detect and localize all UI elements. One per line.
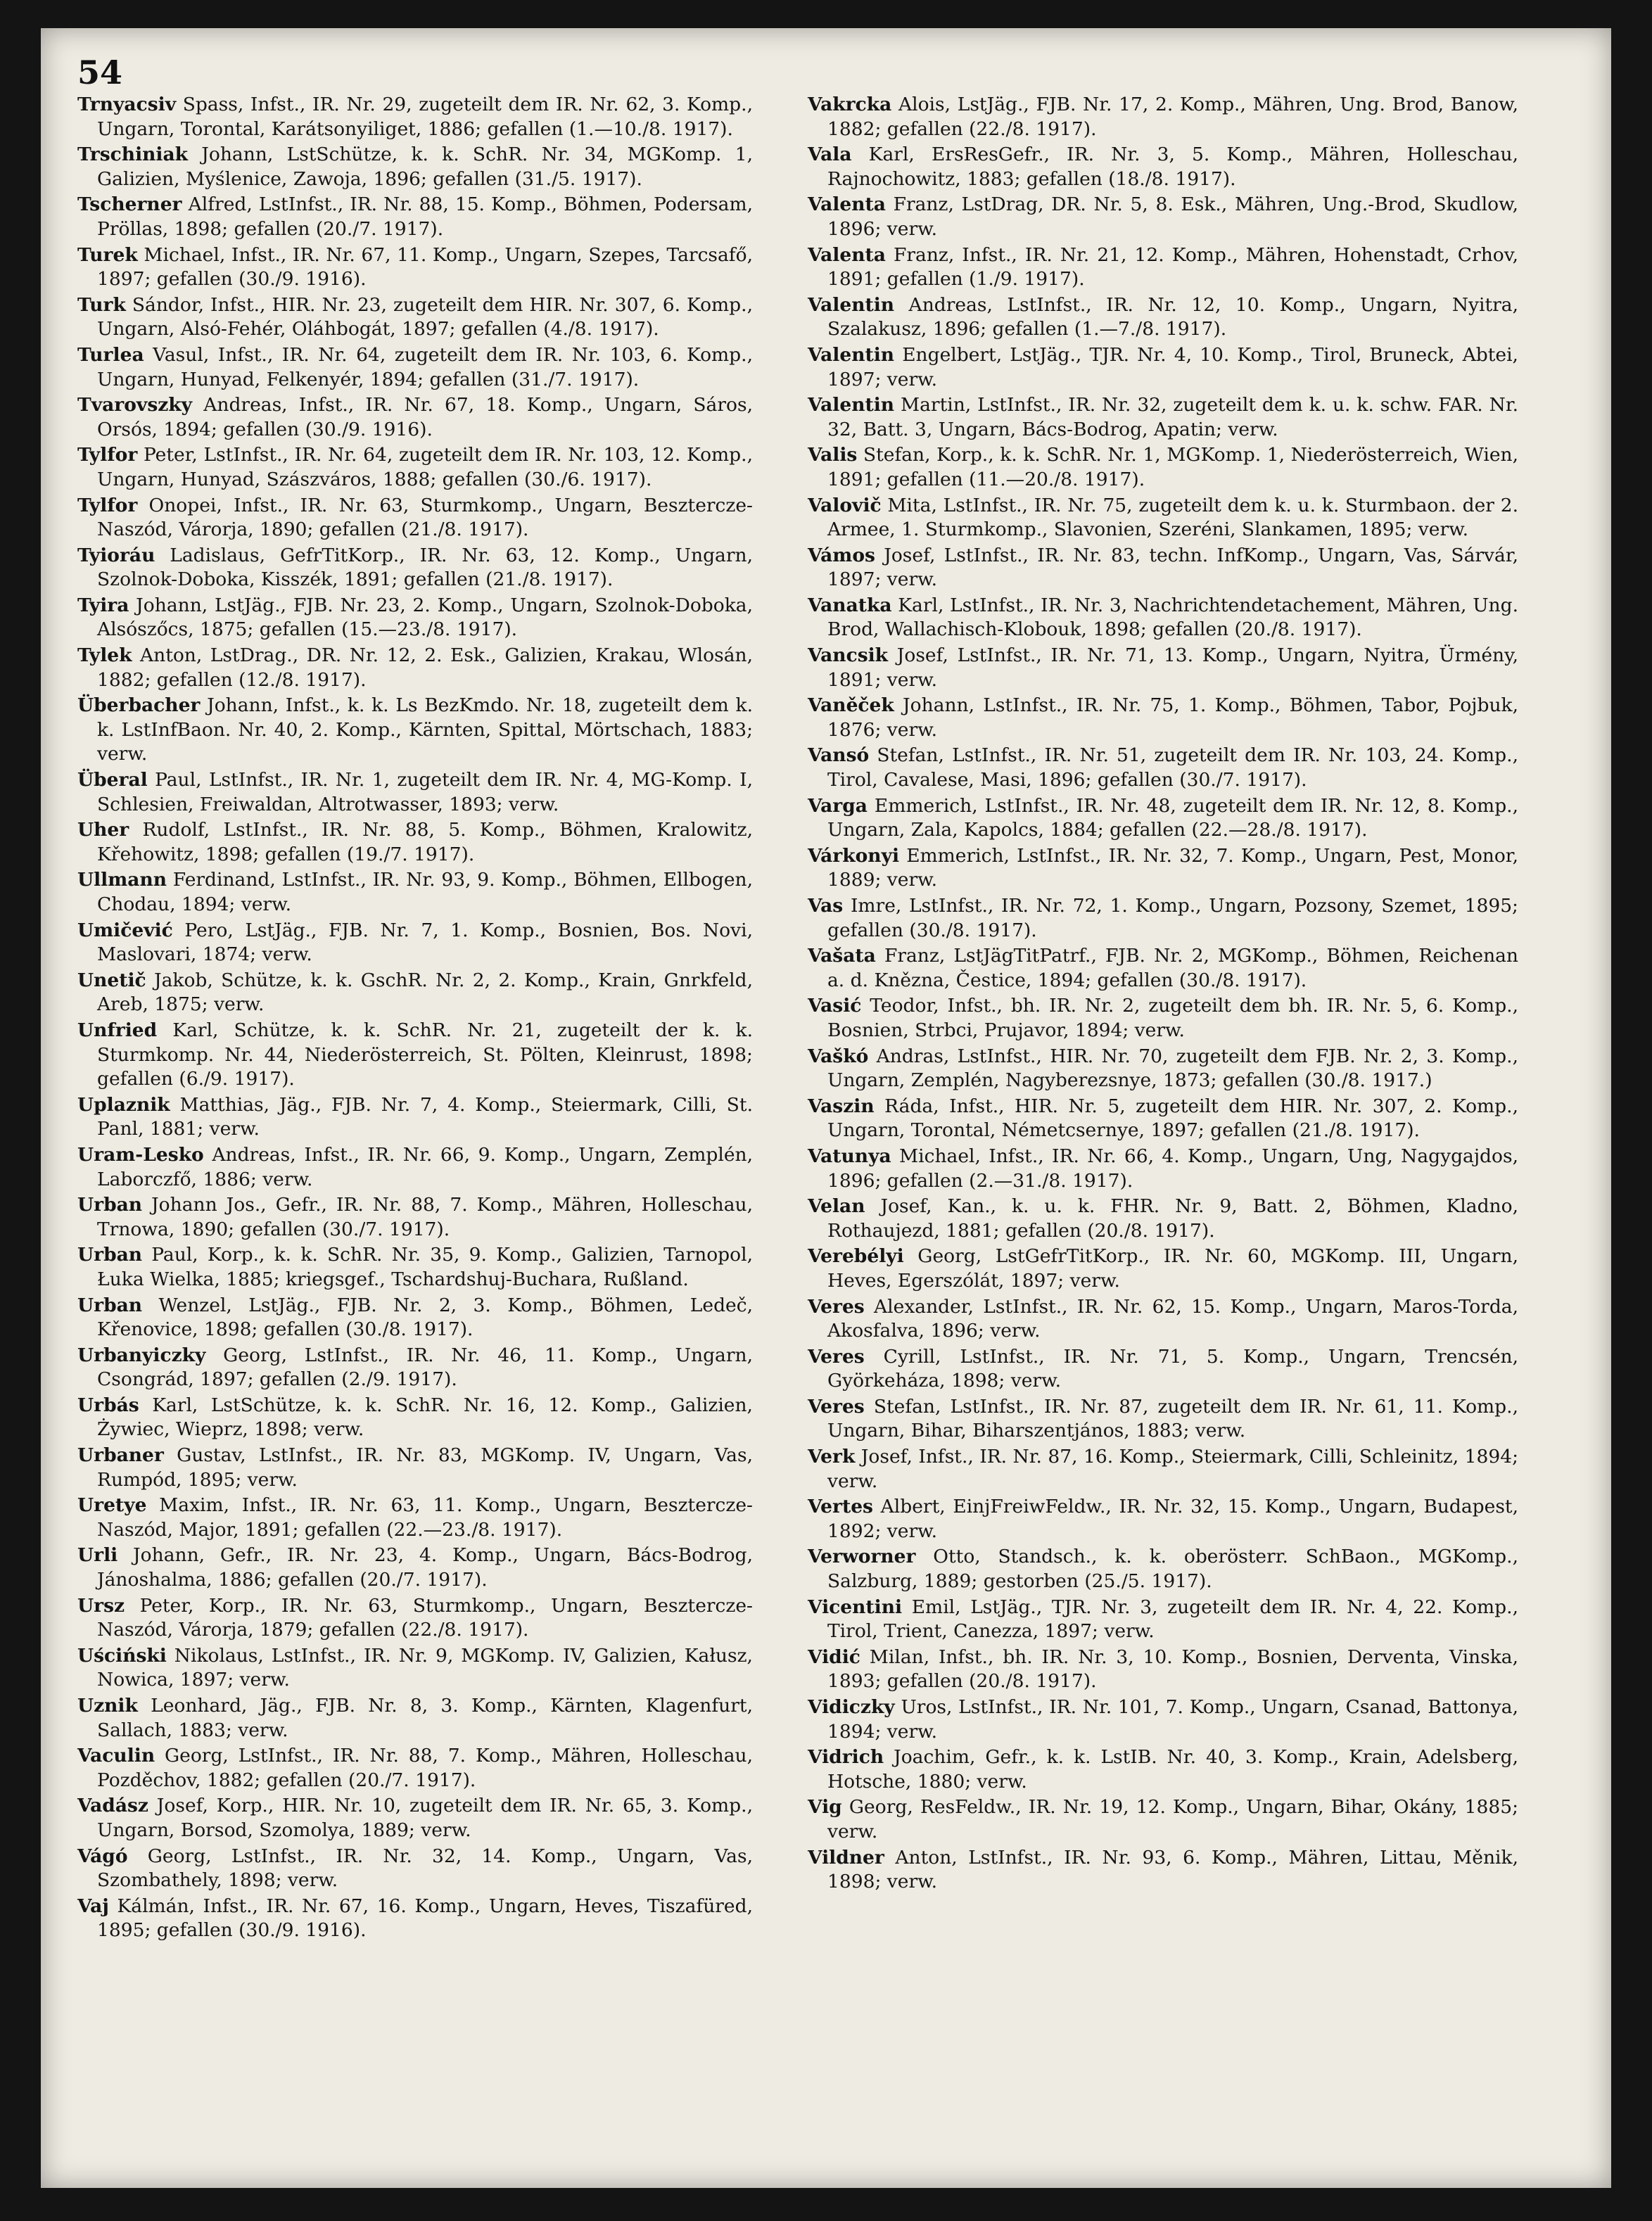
entry-surname: Valenta — [808, 193, 886, 216]
entry-details: Nikolaus, LstInfst., IR. Nr. 9, MGKomp. IV, Galizien, Kałusz, Nowica, 1897; verw. — [97, 1644, 753, 1691]
entry-surname: Turk — [77, 293, 126, 316]
entry-details: Josef, Infst., IR. Nr. 87, 16. Komp., Steiermark, Cilli, Schleinitz, 1894; verw. — [827, 1446, 1518, 1492]
entry-details: Maxim, Infst., IR. Nr. 63, 11. Komp., Ungarn, Besztercze-Naszód, Major, 1891; gefallen (22.—23./8. 1917). — [97, 1494, 753, 1541]
entry-details: Johann, LstSchütze, k. k. SchR. Nr. 34, MGKomp. 1, Galizien, Myślenice, Zawoja, 1896; gefallen (31./5. 1917). — [97, 144, 753, 190]
entry-surname: Vala — [808, 144, 852, 166]
list-item — [808, 1395, 1518, 1444]
entry-surname: Überbacher — [77, 694, 201, 717]
entry-surname: Urbaner — [77, 1444, 164, 1467]
entry-details: Joachim, Gefr., k. k. LstIB. Nr. 40, 3. Komp., Krain, Adelsberg, Hotsche, 1880; verw. — [827, 1746, 1518, 1793]
entry-details: Franz, Infst., IR. Nr. 21, 12. Komp., Mähren, Hohenstadt, Crhov, 1891; gefallen (1./9. 1917). — [827, 243, 1518, 291]
entry-surname: Turlea — [77, 343, 144, 366]
entry-details: Josef, LstInfst., IR. Nr. 71, 13. Komp., Ungarn, Nyitra, Ürmény, 1891; verw. — [827, 644, 1518, 691]
entry-details: Georg, LstGefrTitKorp., IR. Nr. 60, MGKomp. III, Ungarn, Heves, Egerszólát, 1897; verw. — [827, 1245, 1518, 1292]
entry-surname: Veres — [808, 1295, 865, 1318]
entry-surname: Veres — [808, 1395, 865, 1418]
entry-details: Alois, LstJäg., FJB. Nr. 17, 2. Komp., Mähren, Ung. Brod, Banow, 1882; gefallen (22./8. 1917). — [827, 94, 1518, 140]
list-item — [808, 1095, 1518, 1143]
list-item — [77, 1594, 753, 1643]
entry-details: Emil, LstJäg., TJR. Nr. 3, zugeteilt dem IR. Nr. 4, 22. Komp., Tirol, Trient, Canezza, 1897; verw. — [827, 1596, 1518, 1643]
list-item — [808, 994, 1518, 1043]
list-item — [77, 1093, 753, 1142]
list-item — [77, 694, 753, 767]
list-item — [77, 1444, 753, 1492]
entry-details: Johann, LstInfst., IR. Nr. 75, 1. Komp., Böhmen, Tabor, Pojbuk, 1876; verw. — [827, 694, 1518, 741]
entry-details: Albert, EinjFreiwFeldw., IR. Nr. 32, 15. Komp., Ungarn, Budapest, 1892; verw. — [827, 1496, 1518, 1542]
entry-surname: Valenta — [808, 243, 886, 266]
list-item — [77, 1845, 753, 1893]
list-item — [808, 794, 1518, 843]
entry-surname: Urbanyiczky — [77, 1344, 206, 1366]
entry-surname: Vansó — [808, 744, 870, 767]
list-item — [77, 868, 753, 917]
entry-details: Georg, LstInfst., IR. Nr. 32, 14. Komp., Ungarn, Vas, Szombathely, 1898; verw. — [97, 1845, 753, 1892]
list-item — [808, 844, 1518, 893]
entry-details: Peter, LstInfst., IR. Nr. 64, zugeteilt dem IR. Nr. 103, 12. Komp., Ungarn, Hunyad, Szászváros, 1888; gefallen (30./6. 1917). — [97, 444, 753, 490]
entry-details: Josef, LstInfst., IR. Nr. 83, techn. InfKomp., Ungarn, Vas, Sárvár, 1897; verw. — [827, 544, 1518, 591]
entry-surname: Vaculin — [77, 1745, 155, 1767]
entry-surname: Valentin — [808, 394, 895, 416]
entry-surname: Urli — [77, 1544, 118, 1567]
list-item — [808, 93, 1518, 141]
entry-surname: Unfried — [77, 1019, 158, 1041]
entry-surname: Uher — [77, 819, 129, 841]
entry-details: Johann, Gefr., IR. Nr. 23, 4. Komp., Ungarn, Bács-Bodrog, Jánoshalma, 1886; gefallen (20./7. 1917). — [97, 1544, 753, 1591]
entry-details: Alexander, LstInfst., IR. Nr. 62, 15. Komp., Ungarn, Maros-Torda, Akosfalva, 1896; verw. — [827, 1295, 1518, 1342]
list-item — [77, 193, 753, 241]
entry-surname: Vidić — [808, 1646, 860, 1668]
list-item — [77, 1794, 753, 1843]
entry-details: Michael, Infst., IR. Nr. 66, 4. Komp., Ungarn, Ung, Nagygajdos, 1896; gefallen (2.—31./8. 1917). — [827, 1145, 1518, 1192]
list-item — [808, 544, 1518, 592]
entry-details: Johann, Infst., k. k. Ls BezKmdo. Nr. 18, zugeteilt dem k. k. LstInfBaon. Nr. 40, 2. Komp., Kärnten, Spittal, Mörtschach, 1883; verw. — [97, 694, 753, 765]
list-item — [808, 1795, 1518, 1844]
entry-details: Alfred, LstInfst., IR. Nr. 88, 15. Komp., Böhmen, Podersam, Pröllas, 1898; gefallen (20./7. 1917). — [97, 193, 753, 240]
list-item — [808, 1596, 1518, 1644]
list-item — [808, 243, 1518, 292]
entry-surname: Uplaznik — [77, 1093, 170, 1116]
list-item — [808, 944, 1518, 993]
entry-surname: Uretye — [77, 1494, 147, 1517]
entry-surname: Verworner — [808, 1546, 916, 1568]
entry-details: Emmerich, LstInfst., IR. Nr. 32, 7. Komp., Ungarn, Pest, Monor, 1889; verw. — [827, 844, 1518, 891]
entry-surname: Vágó — [77, 1845, 128, 1867]
list-item — [808, 1145, 1518, 1193]
entry-surname: Urbás — [77, 1394, 139, 1416]
entry-details: Stefan, LstInfst., IR. Nr. 87, zugeteilt dem IR. Nr. 61, 11. Komp., Ungarn, Bihar, Biharszentjános, 1883; verw. — [827, 1395, 1518, 1442]
list-item — [77, 1294, 753, 1342]
entry-details: Engelbert, LstJäg., TJR. Nr. 4, 10. Komp., Tirol, Bruneck, Abtei, 1897; verw. — [827, 343, 1518, 390]
entry-details: Otto, Standsch., k. k. oberösterr. SchBaon., MGKomp., Salzburg, 1889; gestorben (25./5. 1917). — [827, 1546, 1518, 1593]
entry-details: Matthias, Jäg., FJB. Nr. 7, 4. Komp., Steiermark, Cilli, St. Panl, 1881; verw. — [97, 1093, 753, 1140]
entry-details: Kálmán, Infst., IR. Nr. 67, 16. Komp., Ungarn, Heves, Tiszafüred, 1895; gefallen (30./9. 1916). — [97, 1895, 753, 1942]
list-item — [808, 443, 1518, 492]
entry-details: Georg, LstInfst., IR. Nr. 46, 11. Komp., Ungarn, Csongrád, 1897; gefallen (2./9. 1917). — [97, 1344, 753, 1391]
list-item — [77, 93, 753, 141]
list-item — [77, 1644, 753, 1693]
entry-surname: Verk — [808, 1446, 856, 1468]
entry-surname: Varga — [808, 794, 868, 817]
entry-details: Uros, LstInfst., IR. Nr. 101, 7. Komp., Ungarn, Csanad, Battonya, 1894; verw. — [827, 1696, 1518, 1743]
entry-surname: Vas — [808, 895, 844, 917]
list-item — [77, 494, 753, 542]
entry-details: Johann Jos., Gefr., IR. Nr. 88, 7. Komp., Mähren, Holleschau, Trnowa, 1890; gefallen (30./7. 1917). — [97, 1194, 753, 1240]
entry-details: Teodor, Infst., bh. IR. Nr. 2, zugeteilt dem bh. IR. Nr. 5, 6. Komp., Bosnien, Strbci, Prujavor, 1894; verw. — [827, 995, 1518, 1041]
list-item — [808, 1545, 1518, 1593]
list-item — [77, 1544, 753, 1592]
list-item — [808, 343, 1518, 392]
entry-surname: Urban — [77, 1194, 143, 1216]
entry-surname: Veres — [808, 1345, 865, 1368]
list-item — [77, 443, 753, 492]
entry-details: Ferdinand, LstInfst., IR. Nr. 93, 9. Komp., Böhmen, Ellbogen, Chodau, 1894; verw. — [97, 869, 753, 915]
list-item — [808, 494, 1518, 542]
entry-surname: Vašata — [808, 945, 876, 967]
entry-details: Karl, Schütze, k. k. SchR. Nr. 21, zugeteilt der k. k. Sturmkomp. Nr. 44, Niederösterreich, St. Pölten, Kleinrust, 1898; gefallen (6./9. 1917). — [97, 1019, 753, 1090]
entry-surname: Unetič — [77, 969, 146, 991]
list-item — [77, 393, 753, 442]
entry-surname: Tvarovszky — [77, 394, 193, 416]
entry-details: Cyrill, LstInfst., IR. Nr. 71, 5. Komp., Ungarn, Trencsén, Györkeháza, 1898; verw. — [827, 1345, 1518, 1392]
list-item — [808, 1846, 1518, 1895]
entry-details: Vasul, Infst., IR. Nr. 64, zugeteilt dem IR. Nr. 103, 6. Komp., Ungarn, Hunyad, Felkenyér, 1894; gefallen (31./7. 1917). — [97, 343, 753, 390]
list-item — [77, 343, 753, 392]
entry-details: Paul, Korp., k. k. SchR. Nr. 35, 9. Komp., Galizien, Tarnopol, Łuka Wielka, 1885; kriegsgef., Tschardshuj-Buchara, Rußland. — [97, 1244, 753, 1290]
entry-details: Stefan, LstInfst., IR. Nr. 51, zugeteilt dem IR. Nr. 103, 24. Komp., Tirol, Cavalese, Masi, 1896; gefallen (30./7. 1917). — [827, 744, 1518, 791]
list-item — [808, 1295, 1518, 1344]
list-item — [77, 919, 753, 967]
entry-surname: Trnyacsiv — [77, 94, 177, 115]
entry-surname: Uram-Lesko — [77, 1143, 204, 1166]
entry-surname: Ullmann — [77, 869, 167, 891]
entry-details: Ladislaus, GefrTitKorp., IR. Nr. 63, 12. Komp., Ungarn, Szolnok-Doboka, Kisszék, 1891; gefallen (21./8. 1917). — [97, 544, 753, 591]
entry-details: Karl, LstInfst., IR. Nr. 3, Nachrichtendetachement, Mähren, Ung. Brod, Wallachisch-Klobouk, 1898; gefallen (20./8. 1917). — [827, 594, 1518, 641]
list-item — [808, 644, 1518, 692]
list-item — [808, 594, 1518, 642]
entry-details: Jakob, Schütze, k. k. GschR. Nr. 2, 2. Komp., Krain, Gnrkfeld, Areb, 1875; verw. — [97, 969, 753, 1016]
list-item — [77, 1193, 753, 1242]
entry-surname: Überal — [77, 769, 148, 791]
entry-surname: Umičević — [77, 919, 173, 941]
entry-details: Andreas, Infst., IR. Nr. 67, 18. Komp., Ungarn, Sáros, Orsós, 1894; gefallen (30./9. 1916). — [97, 394, 753, 440]
list-item — [808, 193, 1518, 241]
entry-surname: Vaj — [77, 1895, 109, 1917]
entry-surname: Vidrich — [808, 1746, 884, 1769]
entry-surname: Vertes — [808, 1496, 873, 1518]
list-item — [808, 894, 1518, 943]
entry-details: Anton, LstInfst., IR. Nr. 93, 6. Komp., Mähren, Littau, Měnik, 1898; verw. — [827, 1846, 1518, 1893]
list-item — [808, 1045, 1518, 1093]
entry-details: Josef, Kan., k. u. k. FHR. Nr. 9, Batt. 2, Böhmen, Kladno, Rothaujezd, 1881; gefallen (20./8. 1917). — [827, 1195, 1518, 1242]
list-item — [77, 143, 753, 191]
entry-details: Onopei, Infst., IR. Nr. 63, Sturmkomp., Ungarn, Besztercze-Naszód, Várorja, 1890; gefallen (21./8. 1917). — [97, 494, 753, 541]
entry-surname: Tyira — [77, 594, 129, 616]
list-item — [77, 1344, 753, 1392]
entry-details: Wenzel, LstJäg., FJB. Nr. 2, 3. Komp., Böhmen, Ledeč, Křenovice, 1898; gefallen (30./8. 1917). — [97, 1294, 753, 1341]
entry-surname: Vildner — [808, 1846, 884, 1869]
scanned-page — [41, 28, 1611, 2188]
list-item — [808, 143, 1518, 191]
entry-surname: Vasić — [808, 995, 862, 1017]
list-item — [808, 1195, 1518, 1243]
entry-details: Johann, LstJäg., FJB. Nr. 23, 2. Komp., Ungarn, Szolnok-Doboka, Alsószőcs, 1875; gefallen (15.—23./8. 1917). — [97, 594, 753, 641]
entry-details: Franz, LstJägTitPatrf., FJB. Nr. 2, MGKomp., Böhmen, Reichenan a. d. Knězna, Čestice, 1894; gefallen (30./8. 1917). — [827, 945, 1518, 991]
entry-surname: Valentin — [808, 343, 895, 366]
entry-surname: Urban — [77, 1294, 143, 1316]
left-column — [77, 93, 753, 1945]
list-item — [77, 544, 753, 592]
entry-details: Pero, LstJäg., FJB. Nr. 7, 1. Komp., Bosnien, Bos. Novi, Maslovari, 1874; verw. — [97, 919, 753, 966]
entry-surname: Vaškó — [808, 1045, 869, 1067]
list-item — [808, 1495, 1518, 1544]
entry-surname: Verebélyi — [808, 1245, 904, 1268]
entry-details: Michael, Infst., IR. Nr. 67, 11. Komp., Ungarn, Szepes, Tarcsafő, 1897; gefallen (30./9. 1916). — [97, 243, 753, 291]
entry-surname: Vámos — [808, 544, 875, 566]
entry-details: Stefan, Korp., k. k. SchR. Nr. 1, MGKomp. 1, Niederösterreich, Wien, 1891; gefallen (11.—20./8. 1917). — [827, 444, 1518, 490]
entry-surname: Valovič — [808, 494, 882, 516]
entry-surname: Velan — [808, 1195, 865, 1218]
list-item — [77, 1744, 753, 1793]
entry-details: Andras, LstInfst., HIR. Nr. 70, zugeteilt dem FJB. Nr. 2, 3. Komp., Ungarn, Zemplén, Nagyberezsnye, 1873; gefallen (30./8. 1917.) — [827, 1045, 1518, 1092]
right-column — [808, 93, 1518, 1896]
entry-surname: Vaszin — [808, 1095, 875, 1117]
list-item — [808, 393, 1518, 442]
entry-details: Emmerich, LstInfst., IR. Nr. 48, zugeteilt dem IR. Nr. 12, 8. Komp., Ungarn, Zala, Kapolcs, 1884; gefallen (22.—28./8. 1917). — [827, 794, 1518, 841]
entry-surname: Valentin — [808, 293, 895, 316]
list-item — [77, 644, 753, 692]
entry-surname: Vanatka — [808, 594, 892, 616]
list-item — [808, 1646, 1518, 1694]
list-item — [77, 1694, 753, 1743]
list-item — [77, 1243, 753, 1292]
list-item — [77, 1019, 753, 1092]
list-item — [77, 594, 753, 642]
list-item — [77, 243, 753, 292]
entry-surname: Tylfor — [77, 494, 138, 516]
entry-details: Andreas, LstInfst., IR. Nr. 12, 10. Komp., Ungarn, Nyitra, Szalakusz, 1896; gefallen (1.—7./8. 1917). — [827, 293, 1518, 341]
entry-details: Mita, LstInfst., IR. Nr. 75, zugeteilt dem k. u. k. Sturmbaon. der 2. Armee, 1. Sturmkomp., Slavonien, Szeréni, Slankamen, 1895; verw. — [827, 494, 1518, 541]
entry-surname: Tylfor — [77, 444, 138, 466]
entry-details: Karl, ErsResGefr., IR. Nr. 3, 5. Komp., Mähren, Holleschau, Rajnochowitz, 1883; gefallen (18./8. 1917). — [827, 144, 1518, 190]
entry-surname: Vancsik — [808, 644, 889, 667]
entry-details: Georg, ResFeldw., IR. Nr. 19, 12. Komp., Ungarn, Bihar, Okány, 1885; verw. — [827, 1796, 1518, 1843]
entry-surname: Urban — [77, 1244, 143, 1266]
list-item — [808, 1745, 1518, 1794]
list-item — [77, 1895, 753, 1943]
list-item — [808, 1695, 1518, 1744]
entry-surname: Tscherner — [77, 193, 182, 216]
entry-surname: Vicentini — [808, 1596, 903, 1618]
entry-details: Leonhard, Jäg., FJB. Nr. 8, 3. Komp., Kärnten, Klagenfurt, Sallach, 1883; verw. — [97, 1695, 753, 1741]
entry-details: Gustav, LstInfst., IR. Nr. 83, MGKomp. IV, Ungarn, Vas, Rumpód, 1895; verw. — [97, 1444, 753, 1491]
entry-details: Georg, LstInfst., IR. Nr. 88, 7. Komp., Mähren, Holleschau, Pozděchov, 1882; gefallen (20./7. 1917). — [97, 1745, 753, 1791]
entry-details: Karl, LstSchütze, k. k. SchR. Nr. 16, 12. Komp., Galizien, Żywiec, Wieprz, 1898; verw. — [97, 1394, 753, 1441]
list-item — [808, 1245, 1518, 1293]
entry-surname: Uznik — [77, 1695, 138, 1717]
list-item — [808, 694, 1518, 742]
list-item — [77, 818, 753, 867]
entry-details: Paul, LstInfst., IR. Nr. 1, zugeteilt dem IR. Nr. 4, MG-Komp. I, Schlesien, Freiwaldan, Altrotwasser, 1893; verw. — [97, 769, 753, 815]
entry-details: Imre, LstInfst., IR. Nr. 72, 1. Komp., Ungarn, Pozsony, Szemet, 1895; gefallen (30./8. 1917). — [827, 895, 1518, 941]
entry-details: Milan, Infst., bh. IR. Nr. 3, 10. Komp., Bosnien, Derventa, Vinska, 1893; gefallen (20./8. 1917). — [827, 1646, 1518, 1693]
entry-details: Ráda, Infst., HIR. Nr. 5, zugeteilt dem HIR. Nr. 307, 2. Komp., Ungarn, Torontal, Németcsernye, 1897; gefallen (21./8. 1917). — [827, 1095, 1518, 1142]
list-item — [808, 1445, 1518, 1494]
entry-surname: Vatunya — [808, 1145, 891, 1167]
entry-details: Andreas, Infst., IR. Nr. 66, 9. Komp., Ungarn, Zemplén, Laborczfő, 1886; verw. — [97, 1143, 753, 1190]
page-number: 54 — [77, 53, 123, 91]
entry-surname: Ursz — [77, 1594, 125, 1617]
list-item — [77, 1494, 753, 1542]
entry-details: Sándor, Infst., HIR. Nr. 23, zugeteilt dem HIR. Nr. 307, 6. Komp., Ungarn, Alsó-Fehér, Oláhbogát, 1897; gefallen (4./8. 1917). — [97, 293, 753, 341]
entry-details: Peter, Korp., IR. Nr. 63, Sturmkomp., Ungarn, Besztercze-Naszód, Várorja, 1879; gefallen (22./8. 1917). — [97, 1594, 753, 1641]
entry-surname: Vadász — [77, 1795, 148, 1817]
list-item — [808, 293, 1518, 342]
list-item — [77, 1143, 753, 1192]
entry-surname: Uściński — [77, 1644, 167, 1667]
list-item — [77, 969, 753, 1017]
entry-details: Martin, LstInfst., IR. Nr. 32, zugeteilt dem k. u. k. schw. FAR. Nr. 32, Batt. 3, Ungarn, Bács-Bodrog, Apatin; verw. — [827, 394, 1518, 440]
entry-details: Franz, LstDrag, DR. Nr. 5, 8. Esk., Mähren, Ung.-Brod, Skudlow, 1896; verw. — [827, 193, 1518, 240]
entry-details: Rudolf, LstInfst., IR. Nr. 88, 5. Komp., Böhmen, Kralowitz, Křehowitz, 1898; gefallen (19./7. 1917). — [97, 819, 753, 865]
entry-surname: Vakrcka — [808, 94, 892, 115]
entry-surname: Valis — [808, 444, 858, 466]
entry-surname: Vig — [808, 1796, 842, 1819]
entry-surname: Vidiczky — [808, 1696, 895, 1718]
entry-details: Josef, Korp., HIR. Nr. 10, zugeteilt dem IR. Nr. 65, 3. Komp., Ungarn, Borsod, Szomolya, 1889; verw. — [97, 1795, 753, 1841]
list-item — [77, 1394, 753, 1442]
entry-details: Spass, Infst., IR. Nr. 29, zugeteilt dem IR. Nr. 62, 3. Komp., Ungarn, Torontal, Karátsonyiliget, 1886; gefallen (1.—10./8. 1917). — [97, 94, 753, 140]
list-item — [808, 1345, 1518, 1394]
entry-details: Anton, LstDrag., DR. Nr. 12, 2. Esk., Galizien, Krakau, Wlosán, 1882; gefallen (12./8. 1917). — [97, 644, 753, 691]
entry-surname: Várkonyi — [808, 844, 900, 867]
entry-surname: Turek — [77, 243, 138, 266]
list-item — [77, 768, 753, 817]
entry-surname: Vaněček — [808, 694, 894, 717]
entry-surname: Trschiniak — [77, 144, 189, 166]
list-item — [77, 293, 753, 342]
list-item — [808, 744, 1518, 792]
entry-surname: Tyioráu — [77, 544, 155, 566]
entry-surname: Tylek — [77, 644, 132, 667]
